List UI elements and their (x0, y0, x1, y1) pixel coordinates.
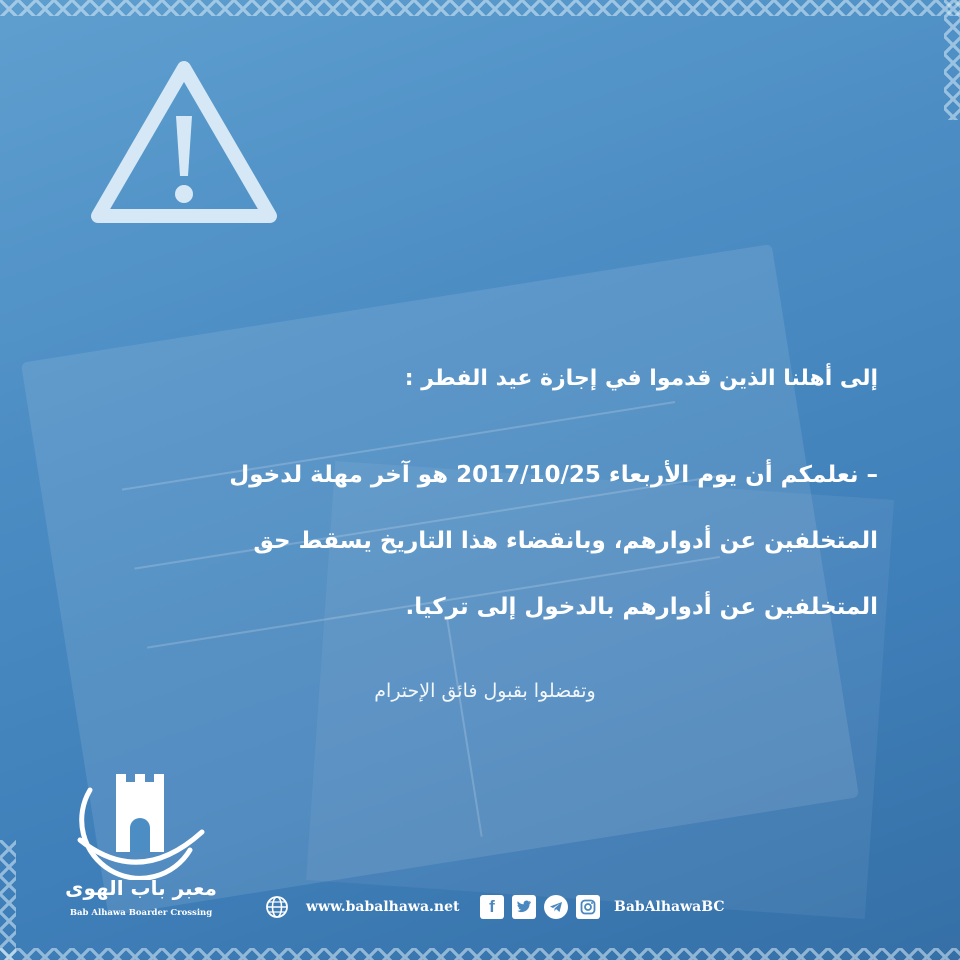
pattern-border-left (0, 840, 16, 960)
logo-name-english: Bab Alhawa Boarder Crossing (69, 908, 213, 918)
notice-line-2: المتخلفين عن أدوارهم، وبانقضاء هذا التاريخ يسقط حق (253, 528, 878, 554)
instagram-icon[interactable] (576, 895, 600, 919)
pattern-border-right (944, 0, 960, 120)
logo-name-arabic: معبر باب الهوى (65, 876, 217, 900)
pattern-border-bottom (0, 948, 960, 960)
telegram-icon[interactable] (544, 895, 568, 919)
facebook-icon[interactable]: f (480, 895, 504, 919)
notice-line-3: المتخلفين عن أدوارهم بالدخول إلى تركيا. (405, 594, 878, 620)
social-handle[interactable]: BabAlhawaBC (614, 899, 725, 915)
notice-heading: إلى أهلنا الذين قدموا في إجازة عيد الفطر : (404, 366, 878, 391)
website-text: www.babalhawa.net (306, 899, 460, 915)
twitter-icon[interactable] (512, 895, 536, 919)
social-links (480, 892, 724, 922)
pattern-border-top (0, 0, 960, 16)
website-link[interactable] (264, 892, 459, 922)
notice-closing: وتفضلوا بقبول فائق الإحترام (374, 680, 596, 702)
bab-alhawa-logo (60, 770, 220, 880)
notice-line-1: – نعلمكم أن يوم الأربعاء 2017/10/25 هو آخر مهلة لدخول (229, 462, 878, 488)
warning-icon (88, 58, 280, 228)
globe-icon (264, 894, 290, 920)
